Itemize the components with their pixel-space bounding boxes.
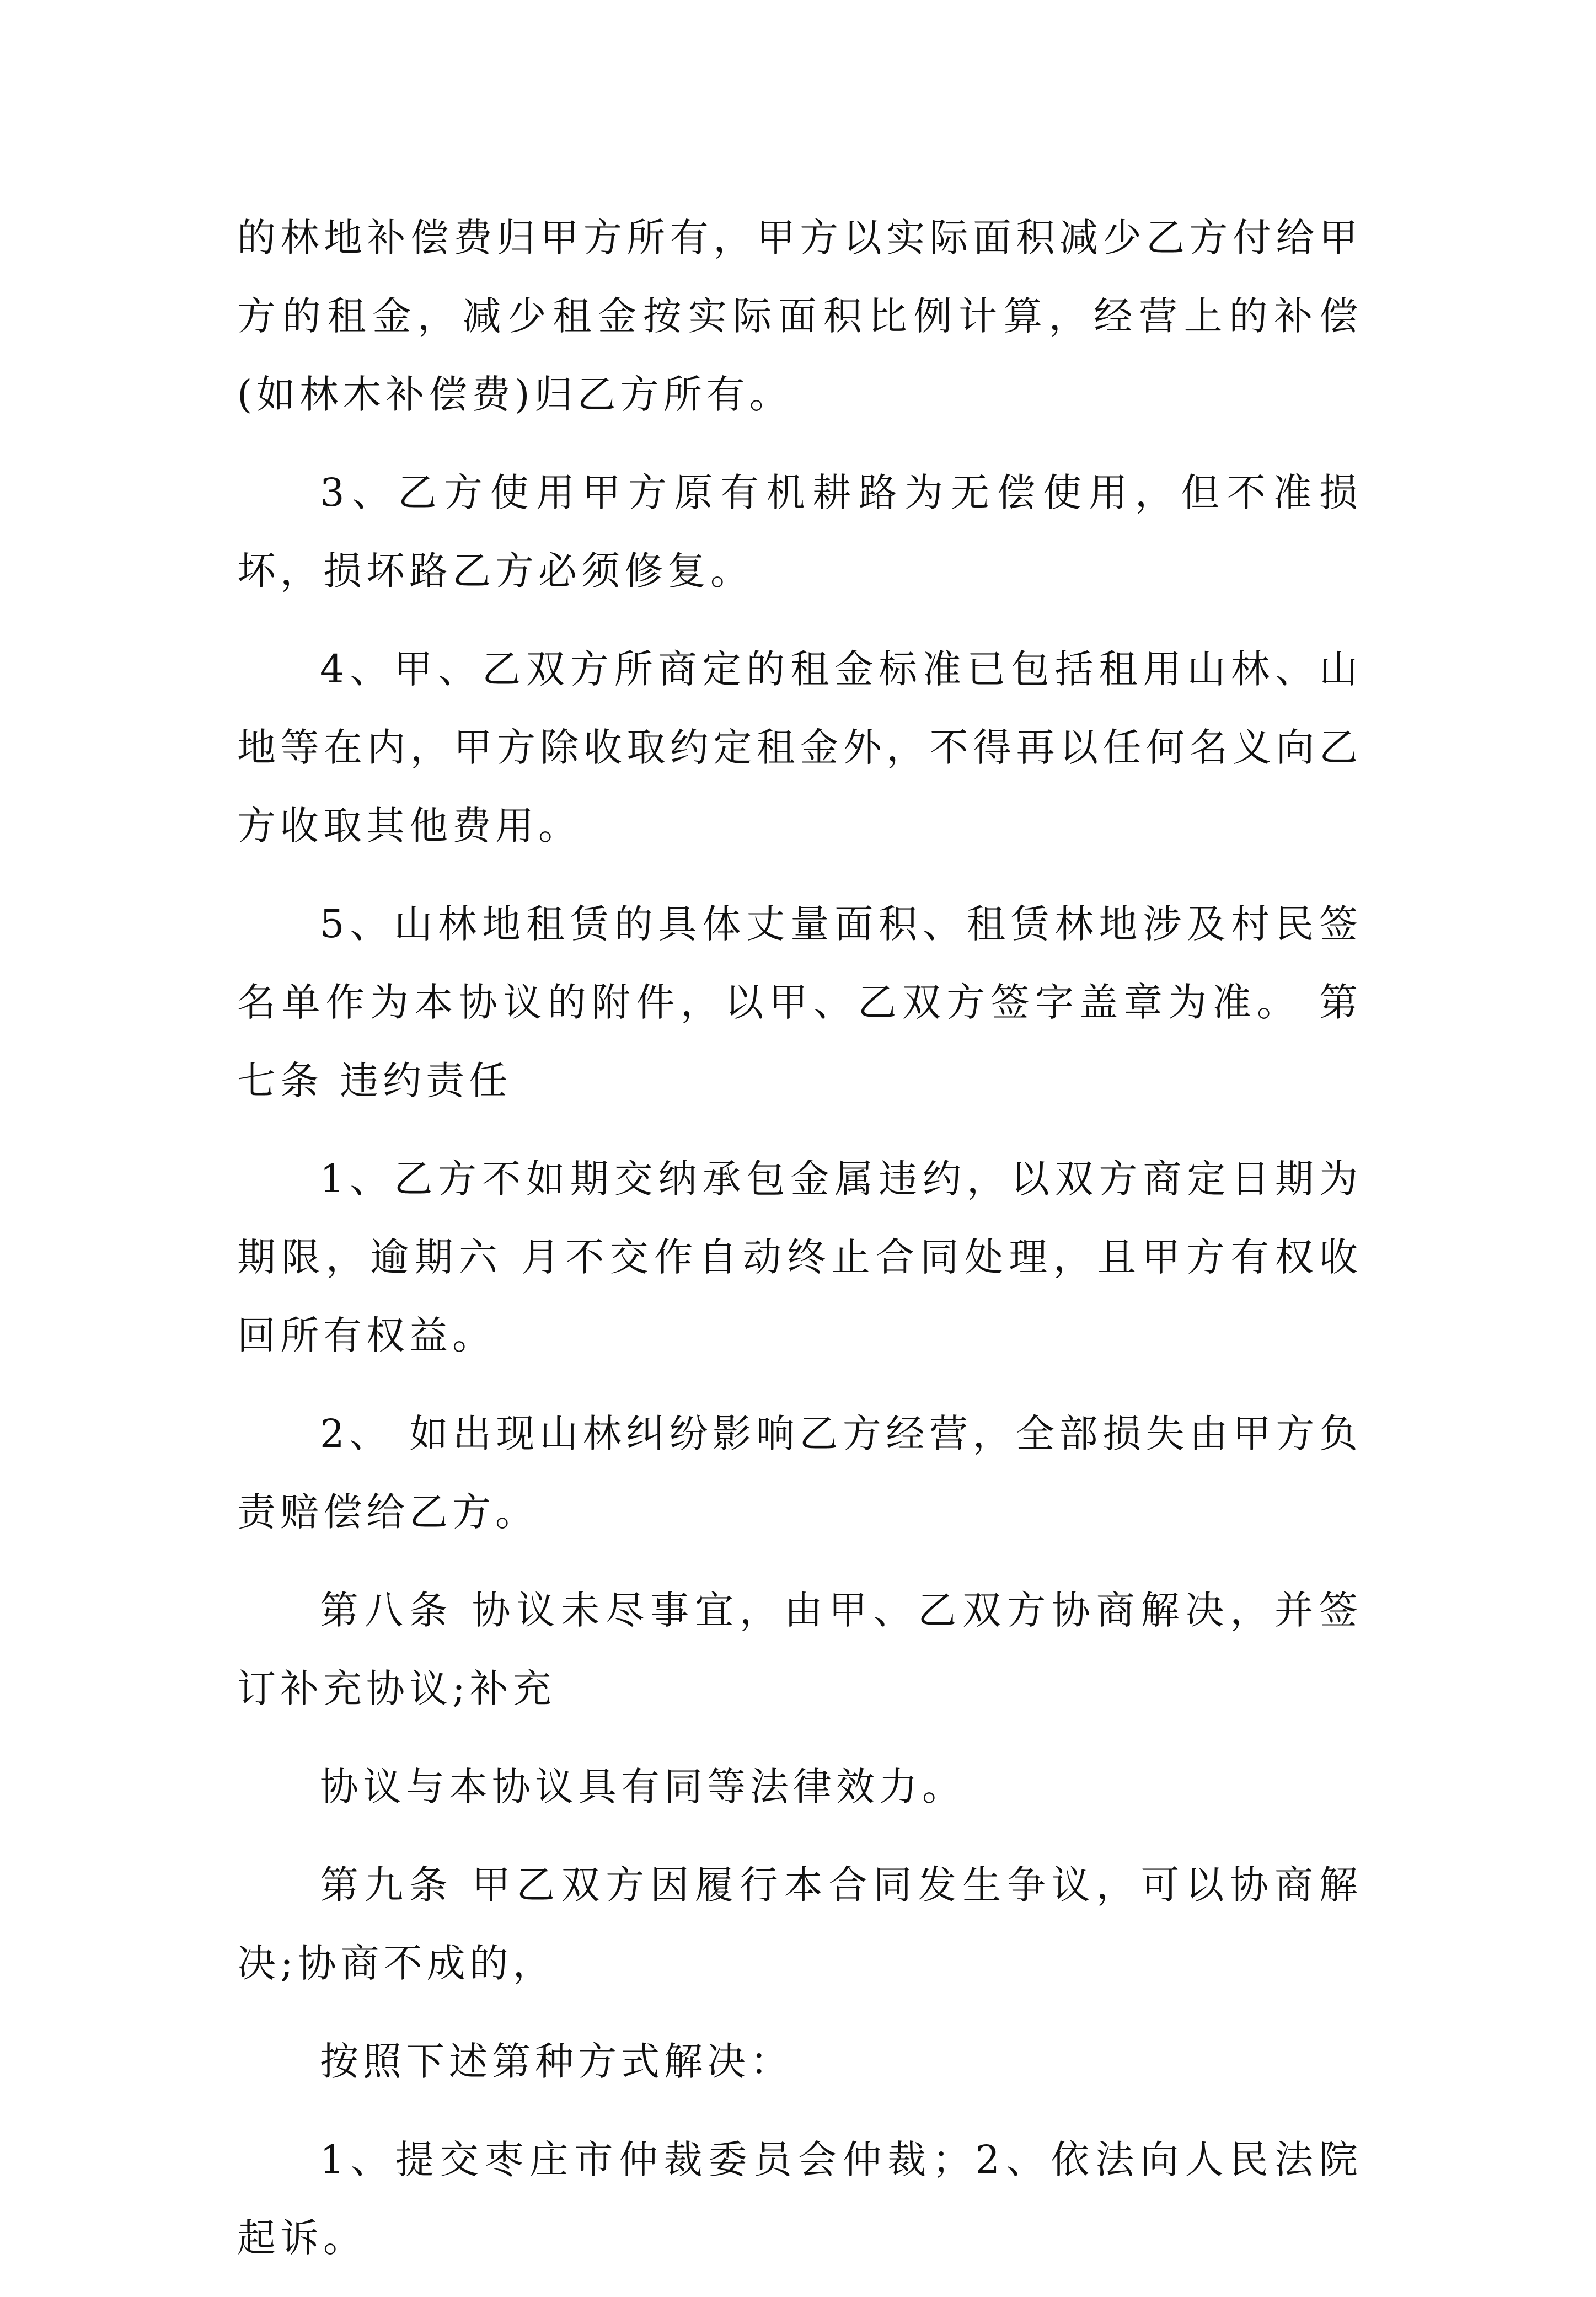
- paragraph-8: 协议与本协议具有同等法律效力。: [320, 1764, 965, 1809]
- paragraph-5: 1、乙方不如期交纳承包金属违约，以双方商定日期为期限，逾期六 月不交作自动终止合同处理，且甲方有权收回所有权益。: [237, 1156, 1362, 1358]
- paragraph-6: 2、 如出现山林纠纷影响乙方经营，全部损失由甲方负责赔偿给乙方。: [237, 1411, 1362, 1535]
- paragraph-2: 3、乙方使用甲方原有机耕路为无偿使用，但不准损坏，损坏路乙方必须修复。: [237, 470, 1362, 594]
- paragraph-1: 的林地补偿费归甲方所有，甲方以实际面积减少乙方付给甲方的租金，减少租金按实际面积比例计算，经营上的补偿(如林木补偿费)归乙方所有。: [237, 215, 1362, 417]
- paragraph-10: 按照下述第种方式解决：: [320, 2039, 793, 2084]
- paragraph-9: 第九条 甲乙双方因履行本合同发生争议，可以协商解决;协商不成的，: [237, 1862, 1362, 1986]
- paragraph-4: 5、山林地租赁的具体丈量面积、租赁林地涉及村民签名单作为本协议的附件，以甲、乙双方签字盖章为准。 第七条 违约责任: [237, 901, 1362, 1103]
- paragraph-11: 1、提交枣庄市仲裁委员会仲裁；2、依法向人民法院起诉。: [237, 2137, 1362, 2261]
- document-body: [237, 199, 1362, 2297]
- paragraph-3: 4、甲、乙双方所商定的租金标准已包括租用山林、山地等在内，甲方除收取约定租金外，不得再以任何名义向乙方收取其他费用。: [237, 647, 1362, 848]
- paragraph-7: 第八条 协议未尽事宜，由甲、乙双方协商解决，并签订补充协议;补充: [237, 1588, 1362, 1711]
